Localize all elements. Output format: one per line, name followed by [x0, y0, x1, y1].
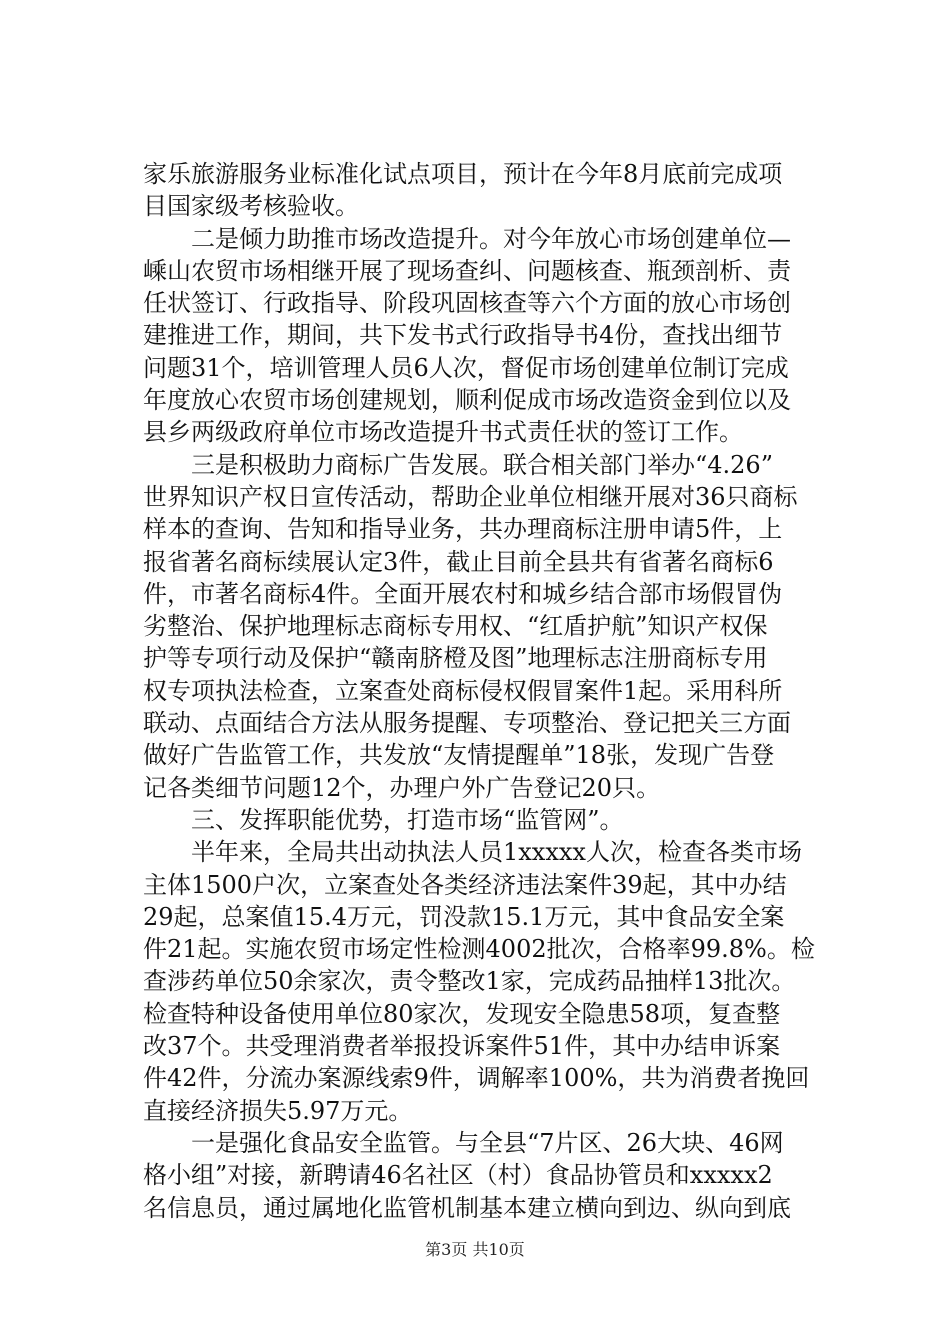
text-line: 件21起。实施农贸市场定性检测4002批次，合格率99.8%。检 — [143, 935, 815, 964]
text-line: 护等专项行动及保护“赣南脐橙及图”地理标志注册商标专用 — [143, 644, 768, 673]
text-line: 29起，总案值15.4万元，罚没款15.1万元，其中食品安全案 — [143, 902, 785, 931]
text-line: 记各类细节问题12个，办理户外广告登记20只。 — [143, 773, 661, 802]
text-line: 任状签订、行政指导、阶段巩固核查等六个方面的放心市场创 — [143, 289, 791, 318]
text-line: 县乡两级政府单位市场改造提升书式责任状的签订工作。 — [143, 418, 743, 447]
text-line: 权专项执法检查，立案查处商标侵权假冒案件1起。采用科所 — [143, 676, 783, 705]
text-line: 问题31个，培训管理人员6人次，督促市场创建单位制订完成 — [143, 353, 789, 382]
text-line: 件42件，分流办案源线索9件，调解率100%，共为消费者挽回 — [143, 1064, 810, 1093]
text-line: 改37个。共受理消费者举报投诉案件51件，其中办结申诉案 — [143, 1032, 781, 1061]
text-line: 一是强化食品安全监管。与全县“7片区、26大块、46网 — [191, 1128, 784, 1157]
text-line: 名信息员，通过属地化监管机制基本建立横向到边、纵向到底 — [143, 1193, 791, 1222]
text-line: 件，市著名商标4件。全面开展农村和城乡结合部市场假冒伪 — [143, 579, 783, 608]
text-line: 嵊山农贸市场相继开展了现场查纠、问题核查、瓶颈剖析、责 — [143, 256, 791, 285]
text-line: 世界知识产权日宣传活动，帮助企业单位相继开展对36只商标 — [143, 482, 798, 511]
text-line: 半年来，全局共出动执法人员1xxxxx人次，检查各类市场 — [191, 838, 802, 867]
text-line: 样本的查询、告知和指导业务，共办理商标注册申请5件，上 — [143, 515, 783, 544]
text-line: 格小组”对接，新聘请46名社区（村）食品协管员和xxxxx2 — [143, 1161, 773, 1190]
text-line: 目国家级考核验收。 — [143, 192, 359, 221]
text-line: 报省著名商标续展认定3件，截止目前全县共有省著名商标6 — [143, 547, 774, 576]
text-line: 劣整治、保护地理标志商标专用权、“红盾护航”知识产权保 — [143, 612, 768, 641]
document-body — [143, 158, 823, 1224]
text-line: 建推进工作，期间，共下发书式行政指导书4份，查找出细节 — [143, 321, 783, 350]
text-line: 年度放心农贸市场创建规划，顺利促成市场改造资金到位以及 — [143, 386, 791, 415]
text-line: 三是积极助力商标广告发展。联合相关部门举办“4.26” — [191, 450, 773, 479]
text-line: 直接经济损失5.97万元。 — [143, 1096, 413, 1125]
text-line: 联动、点面结合方法从服务提醒、专项整治、登记把关三方面 — [143, 709, 791, 738]
text-line: 检查特种设备使用单位80家次，发现安全隐患58项，复查整 — [143, 999, 781, 1028]
text-line: 二是倾力助推市场改造提升。对今年放心市场创建单位— — [191, 224, 791, 253]
text-line: 三、发挥职能优势，打造市场“监管网”。 — [191, 805, 624, 834]
page-footer: 第3页 共10页 — [425, 1240, 525, 1259]
text-line: 做好广告监管工作，共发放“友情提醒单”18张，发现广告登 — [143, 741, 775, 770]
text-line: 家乐旅游服务业标准化试点项目，预计在今年8月底前完成项 — [143, 160, 783, 188]
text-line: 查涉药单位50余家次，责令整改1家，完成药品抽样13批次。 — [143, 967, 796, 996]
text-line: 主体1500户次，立案查处各类经济违法案件39起，其中办结 — [143, 870, 787, 899]
